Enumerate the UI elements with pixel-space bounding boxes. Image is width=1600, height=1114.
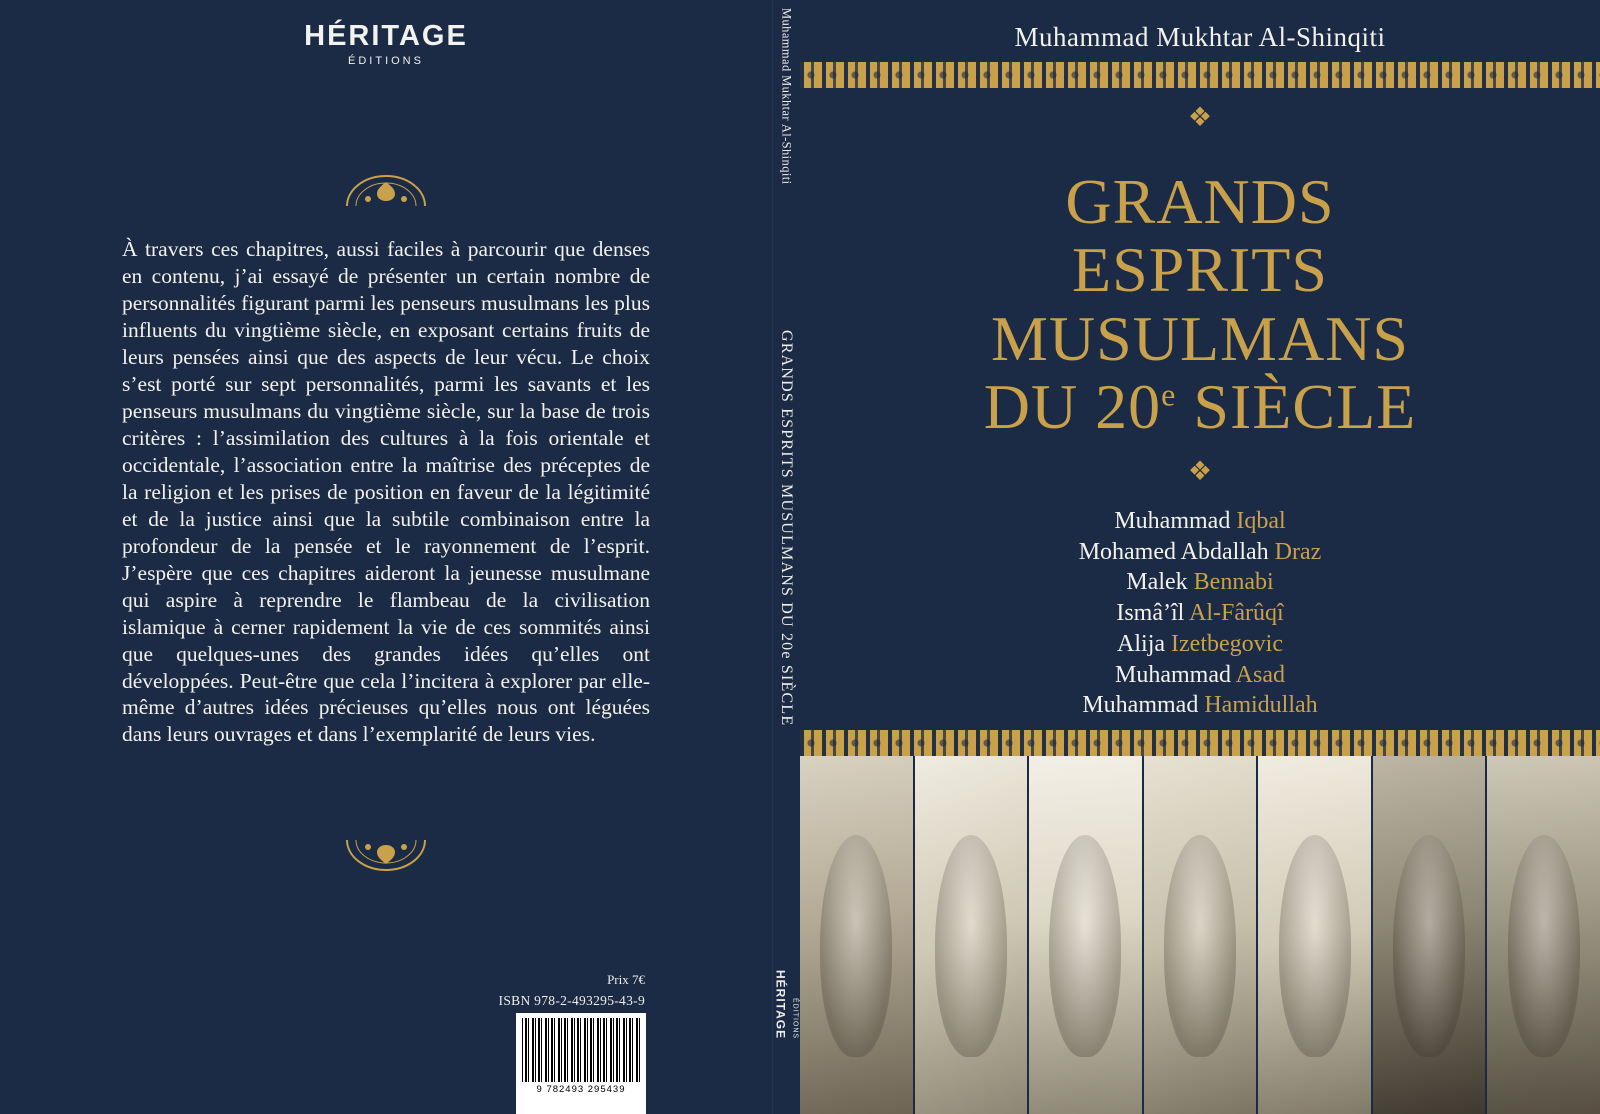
name-first: Alija [1117, 630, 1172, 657]
title-ordinal-sup: e [1161, 377, 1177, 414]
list-item [800, 629, 1600, 660]
portrait-strip [800, 756, 1600, 1114]
name-first: Muhammad [1082, 692, 1205, 719]
list-item [800, 537, 1600, 568]
list-item [800, 598, 1600, 629]
publisher-subtitle: ÉDITIONS [348, 55, 424, 67]
band-pattern-icon [800, 730, 1600, 756]
back-cover [0, 0, 772, 1114]
portrait-photo [915, 756, 1028, 1114]
list-item [800, 660, 1600, 691]
portrait-photo [1373, 756, 1486, 1114]
list-item [800, 690, 1600, 721]
name-last: Iqbal [1236, 508, 1286, 534]
name-last: Izetbegovic [1171, 630, 1283, 657]
book-title [800, 168, 1600, 442]
title-line-4 [800, 373, 1600, 441]
fleuron-top-icon: ❖ [1187, 102, 1213, 132]
name-last: Al-Fârûqî [1189, 600, 1284, 627]
spine-publisher-subtitle: ÉDITIONS [791, 998, 799, 1040]
spine-title [772, 330, 800, 750]
isbn-label: ISBN 978-2-493295-43-9 [498, 993, 645, 1008]
name-first: Mohamed Abdallah [1078, 538, 1275, 565]
front-author: Muhammad Mukhtar Al-Shinqiti [1014, 22, 1386, 52]
name-last: Asad [1235, 661, 1285, 688]
portrait-photo [1029, 756, 1142, 1114]
ornament-arc-bottom-icon [343, 838, 429, 874]
list-item [800, 567, 1600, 598]
spine-publisher-logo [772, 970, 800, 1044]
spine-title-text: GRANDS ESPRITS MUSULMANS DU 20e SIÈCLE [778, 330, 795, 727]
barcode-bars-icon [522, 1018, 640, 1082]
ornament-arc-icon [343, 172, 429, 208]
spine-publisher-name: HÉRITAGE [773, 970, 788, 1040]
name-first: Muhammad [1115, 661, 1236, 688]
title-line-3: MUSULMANS [991, 302, 1409, 374]
portrait-photo [800, 756, 913, 1114]
name-first: Muhammad [1114, 508, 1237, 534]
barcode-number: 9 782493 295439 [536, 1084, 626, 1095]
name-last: Bennabi [1193, 569, 1274, 596]
ornament-top-icon [0, 172, 772, 213]
name-last: Draz [1274, 538, 1322, 565]
title-line-2: ESPRITS [1072, 234, 1328, 306]
spine-author-text: Muhammad Mukhtar Al-Shinqiti [779, 8, 794, 185]
publisher-logo [0, 20, 772, 67]
portrait-photo [1258, 756, 1371, 1114]
spine-author [772, 8, 800, 248]
back-cover-blurb: À travers ces chapitres, aussi faciles à parcourir que denses en contenu, j’ai essayé de présenter un certain nombre de personnalités figurant parmi les penseurs musulmans les plus influents du vingtième siècle, en exposant certains fruits de leurs pensées ainsi que des aspects de leur vécu. Le choix s’est porté sur sept personnalités, parmi les savants et les penseurs musulmans du vingtième siècle, sur la base de trois critères : l’assimilation des cultures à la fois orientale et occidentale, l’association entre la maîtrise des préceptes de la religion et les prises de position en faveur de la légitimité et de la justice ainsi que la subtile combinaison entre la profondeur de la pensée et le rayonnement de l’esprit. J’espère que ces chapitres aideront la jeunesse musulmane qui aspire à reprendre le flambeau de la civilisation islamique à cerner rapidement la vie de ces sommités ainsi que quelques-unes des grandes idées qu’elles ont développées. Peut-être que cela l’incitera à explorer par elle-même d’autres idées précieuses qu’elles nous ont léguées dans leurs ouvrages et dans l’exemplarité de leurs vies. [122, 237, 650, 747]
portrait-photo [1487, 756, 1600, 1114]
ornament-bottom-icon [0, 838, 772, 879]
featured-names-list [800, 506, 1600, 721]
decorative-band-top [800, 62, 1600, 88]
price-label: Prix 7€ [607, 972, 645, 987]
band-pattern-icon [800, 62, 1600, 88]
fleuron-bottom-icon: ❖ [1187, 456, 1213, 486]
title-line-1: GRANDS [1065, 166, 1335, 237]
portrait-photo [1144, 756, 1257, 1114]
barcode [516, 1013, 646, 1114]
title-line-4-main: DU 20 [983, 371, 1162, 443]
publisher-name: HÉRITAGE [304, 20, 468, 52]
name-last: Hamidullah [1204, 692, 1318, 719]
name-first: Malek [1126, 569, 1194, 596]
name-first: Ismâ’îl [1116, 600, 1189, 627]
list-item [800, 506, 1600, 537]
title-line-4-tail: SIÈCLE [1176, 371, 1417, 443]
decorative-band-bottom [800, 730, 1600, 756]
